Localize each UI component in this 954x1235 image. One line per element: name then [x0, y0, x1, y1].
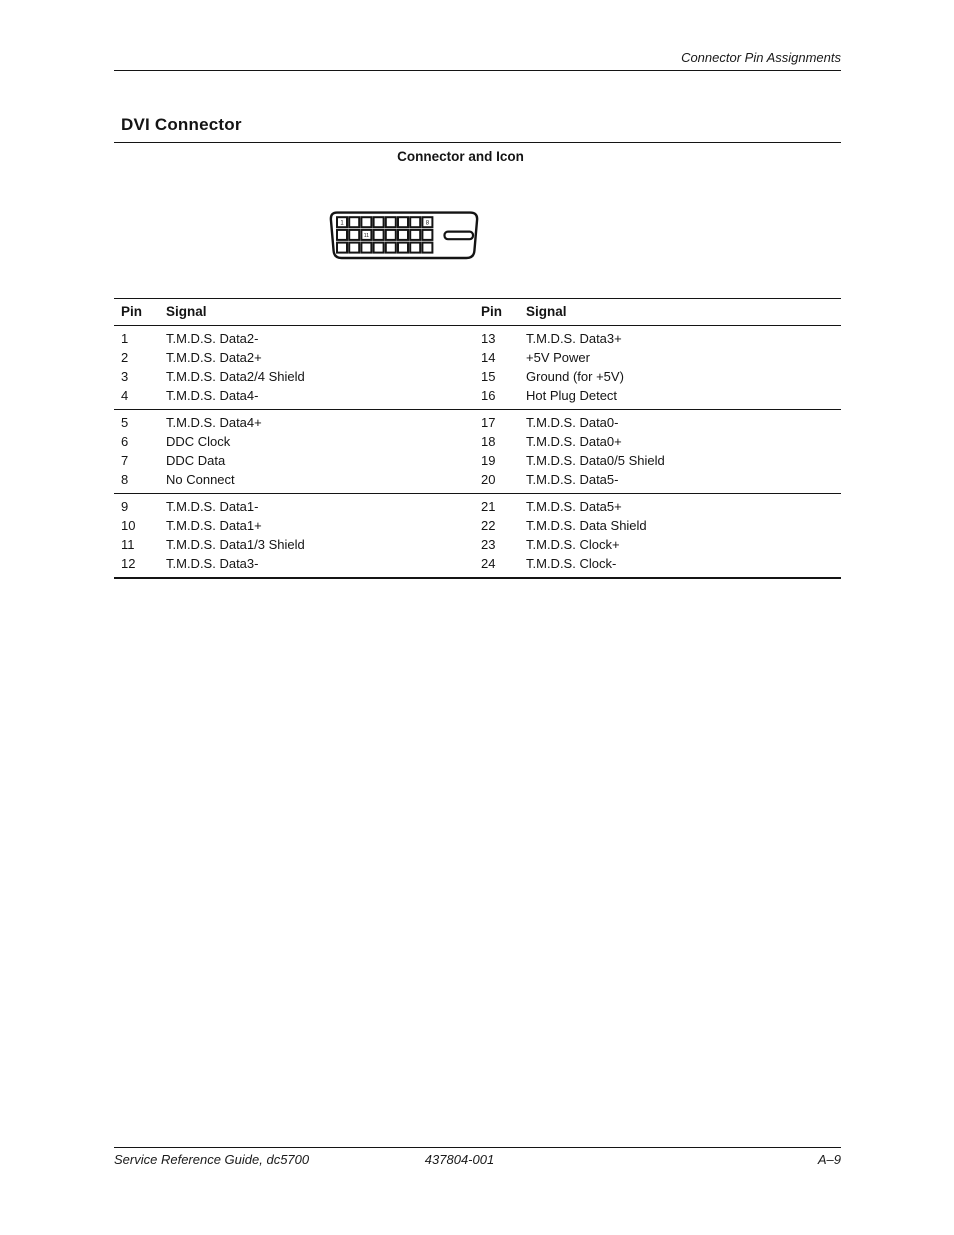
running-head: Connector Pin Assignments: [681, 50, 841, 65]
page-title: DVI Connector: [121, 115, 242, 134]
section-rule: [114, 142, 841, 143]
table-caption: Connector and Icon: [397, 149, 524, 164]
signal-cell: T.M.D.S. Data0+: [526, 433, 622, 449]
signal-cell: T.M.D.S. Data3+: [526, 330, 622, 346]
header-rule: [114, 70, 841, 71]
signal-cell: Ground (for +5V): [526, 368, 624, 384]
signal-cell: T.M.D.S. Data Shield: [526, 517, 647, 533]
table-header-row: [114, 299, 841, 326]
pin-cell: 7: [121, 452, 129, 468]
dvi-connector-icon: [328, 211, 480, 260]
pin-1-label: 1: [340, 220, 344, 227]
signal-cell: DDC Clock: [166, 433, 231, 449]
table-row: [114, 497, 841, 516]
pin-cell: 20: [481, 471, 496, 487]
signal-cell: T.M.D.S. Data2/4 Shield: [166, 368, 305, 384]
pin-cell: 11: [121, 536, 135, 552]
pin-cell: 4: [121, 387, 129, 403]
pin-cell: 5: [121, 414, 129, 430]
table-row: [114, 535, 841, 554]
signal-cell: T.M.D.S. Data2+: [166, 349, 262, 365]
signal-cell: T.M.D.S. Data1-: [166, 498, 259, 514]
table-row: [114, 432, 841, 451]
signal-cell: No Connect: [166, 471, 235, 487]
pin-cell: 10: [121, 517, 136, 533]
table-row: [114, 554, 841, 573]
column-header-signal: Signal: [526, 304, 567, 319]
pin-table-groups: [114, 326, 841, 579]
table-row: [114, 413, 841, 432]
footer-part-number: 437804-001: [424, 1152, 495, 1167]
table-row: [114, 516, 841, 535]
pin-cell: 2: [121, 349, 129, 365]
pin-cell: 13: [481, 330, 496, 346]
pin-cell: 16: [481, 387, 496, 403]
signal-cell: T.M.D.S. Data2-: [166, 330, 259, 346]
blade-pin: [445, 232, 474, 240]
pin-cell: 15: [481, 368, 496, 384]
signal-cell: T.M.D.S. Data5-: [526, 471, 619, 487]
pin-cell: 18: [481, 433, 496, 449]
pin-cell: 24: [481, 555, 496, 571]
footer-page-number: A–9: [817, 1152, 841, 1167]
signal-cell: T.M.D.S. Data1+: [166, 517, 262, 533]
pin-cell: 6: [121, 433, 129, 449]
table-row: [114, 451, 841, 470]
pin-cell: 1: [121, 330, 129, 346]
signal-cell: T.M.D.S. Clock-: [526, 555, 617, 571]
signal-cell: T.M.D.S. Data4-: [166, 387, 259, 403]
pin-cell: 8: [121, 471, 129, 487]
pin-table-group: [114, 494, 841, 579]
table-row: [114, 367, 841, 386]
pin-cell: 9: [121, 498, 129, 514]
pin-cell: 21: [481, 498, 496, 514]
pin-8-label: 8: [425, 220, 430, 227]
pin-assignment-table: [114, 298, 841, 579]
signal-cell: T.M.D.S. Data0/5 Shield: [526, 452, 665, 468]
pin-cell: 12: [121, 555, 136, 571]
column-header-signal: Signal: [166, 304, 207, 319]
column-header-pin: Pin: [481, 304, 503, 319]
signal-cell: T.M.D.S. Data5+: [526, 498, 622, 514]
table-row: [114, 329, 841, 348]
pin-11-label: 11: [363, 232, 370, 239]
signal-cell: +5V Power: [526, 349, 590, 365]
signal-cell: DDC Data: [166, 452, 226, 468]
signal-cell: T.M.D.S. Data1/3 Shield: [166, 536, 305, 552]
table-row: [114, 470, 841, 489]
footer-doc-title: Service Reference Guide, dc5700: [114, 1152, 310, 1167]
pin-cell: 17: [481, 414, 496, 430]
signal-cell: T.M.D.S. Data4+: [166, 414, 262, 430]
pin-cell: 22: [481, 517, 496, 533]
pin-cell: 19: [481, 452, 496, 468]
signal-cell: T.M.D.S. Clock+: [526, 536, 620, 552]
pin-table-group: [114, 326, 841, 410]
table-row: [114, 386, 841, 405]
pin-cell: 23: [481, 536, 496, 552]
footer-rule: [114, 1147, 841, 1148]
pin-cell: 14: [481, 349, 496, 365]
signal-cell: T.M.D.S. Data3-: [166, 555, 259, 571]
column-header-pin: Pin: [121, 304, 143, 319]
signal-cell: Hot Plug Detect: [526, 387, 618, 403]
signal-cell: T.M.D.S. Data0-: [526, 414, 619, 430]
pin-cell: 3: [121, 368, 129, 384]
table-row: [114, 348, 841, 367]
pin-table-group: [114, 410, 841, 494]
page-footer: [114, 1152, 841, 1167]
